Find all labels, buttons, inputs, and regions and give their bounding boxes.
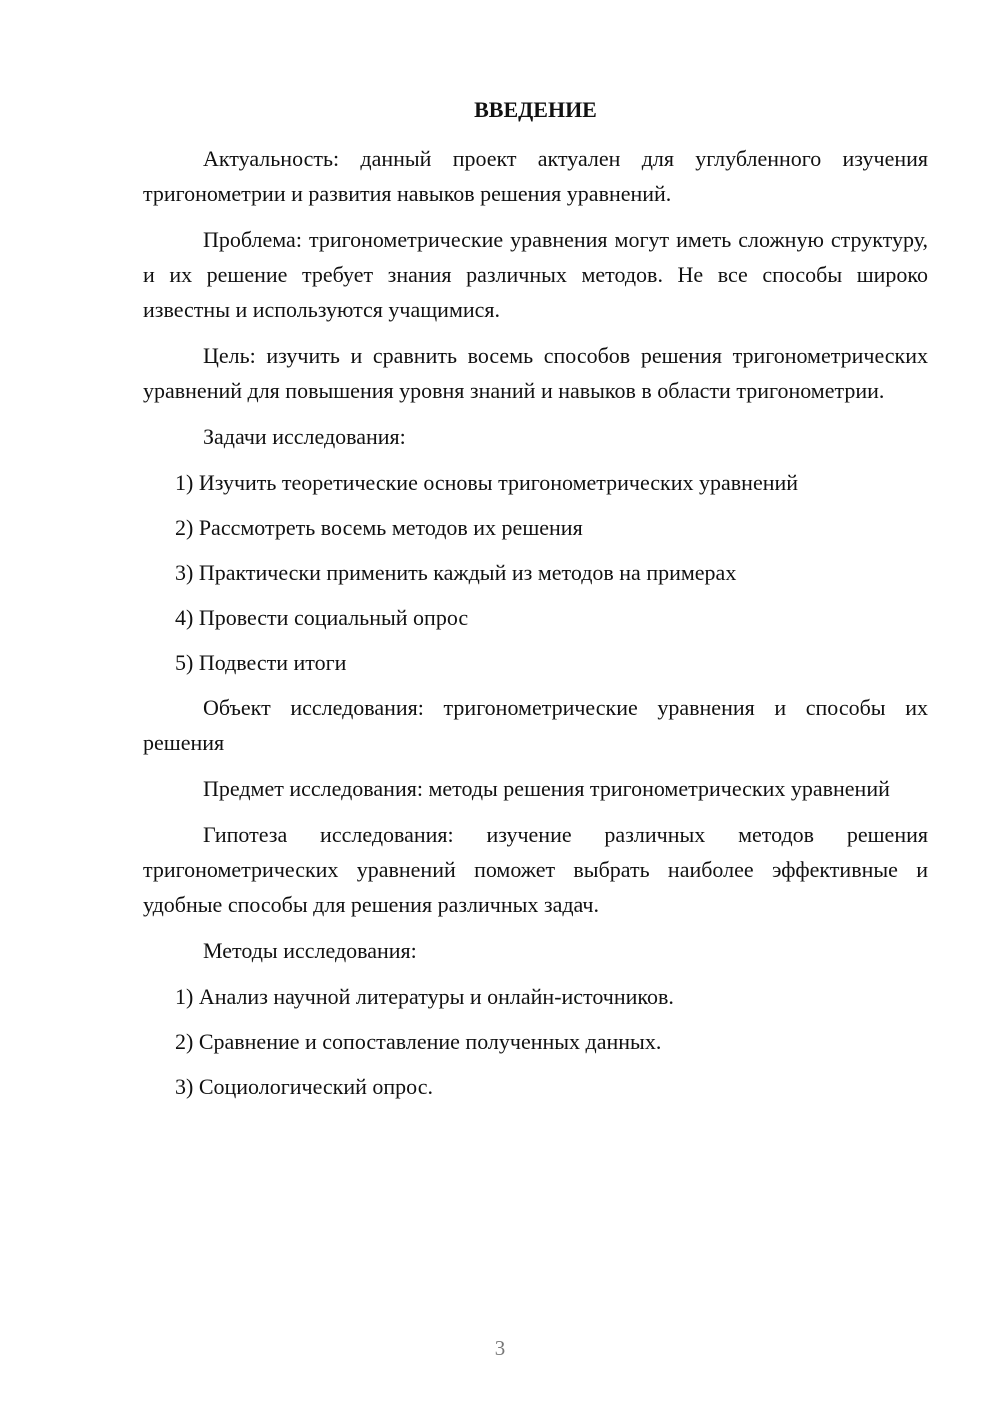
list-item: 3) Практически применить каждый из методов на примерах <box>175 560 737 585</box>
list-item: 1) Анализ научной литературы и онлайн-источников. <box>175 984 674 1009</box>
methods-heading: Методы исследования: <box>203 938 417 963</box>
relevance-paragraph: Актуальность: данный проект актуален для углубленного изучения тригонометрии и развития навыков решения уравнений. <box>143 146 928 206</box>
section-title: ВВЕДЕНИЕ <box>474 97 597 122</box>
hypothesis-paragraph: Гипотеза исследования: изучение различных методов решения тригонометрических уравнений поможет выбрать наиболее эффективные и удобные способы для решения различных задач. <box>143 822 928 917</box>
list-item: 2) Сравнение и сопоставление полученных данных. <box>175 1029 662 1054</box>
list-item: 2) Рассмотреть восемь методов их решения <box>175 515 583 540</box>
subject-paragraph: Предмет исследования: методы решения тригонометрических уравнений <box>203 776 890 801</box>
page-number: 3 <box>494 1336 506 1360</box>
object-paragraph: Объект исследования: тригонометрические уравнения и способы их решения <box>143 695 928 755</box>
goal-paragraph: Цель: изучить и сравнить восемь способов решения тригонометрических уравнений для повышения уровня знаний и навыков в области тригонометрии. <box>143 343 928 403</box>
list-item: 1) Изучить теоретические основы тригонометрических уравнений <box>175 470 799 495</box>
tasks-heading: Задачи исследования: <box>203 424 406 449</box>
list-item: 3) Социологический опрос. <box>175 1074 433 1099</box>
list-item: 4) Провести социальный опрос <box>175 605 469 630</box>
tasks-list <box>143 465 928 680</box>
list-item: 5) Подвести итоги <box>175 650 347 675</box>
problem-paragraph: Проблема: тригонометрические уравнения могут иметь сложную структуру, и их решение требует знания различных методов. Не все способы широко известны и используются учащимися. <box>143 227 928 322</box>
methods-list <box>143 979 928 1104</box>
document-page <box>143 92 928 1114</box>
